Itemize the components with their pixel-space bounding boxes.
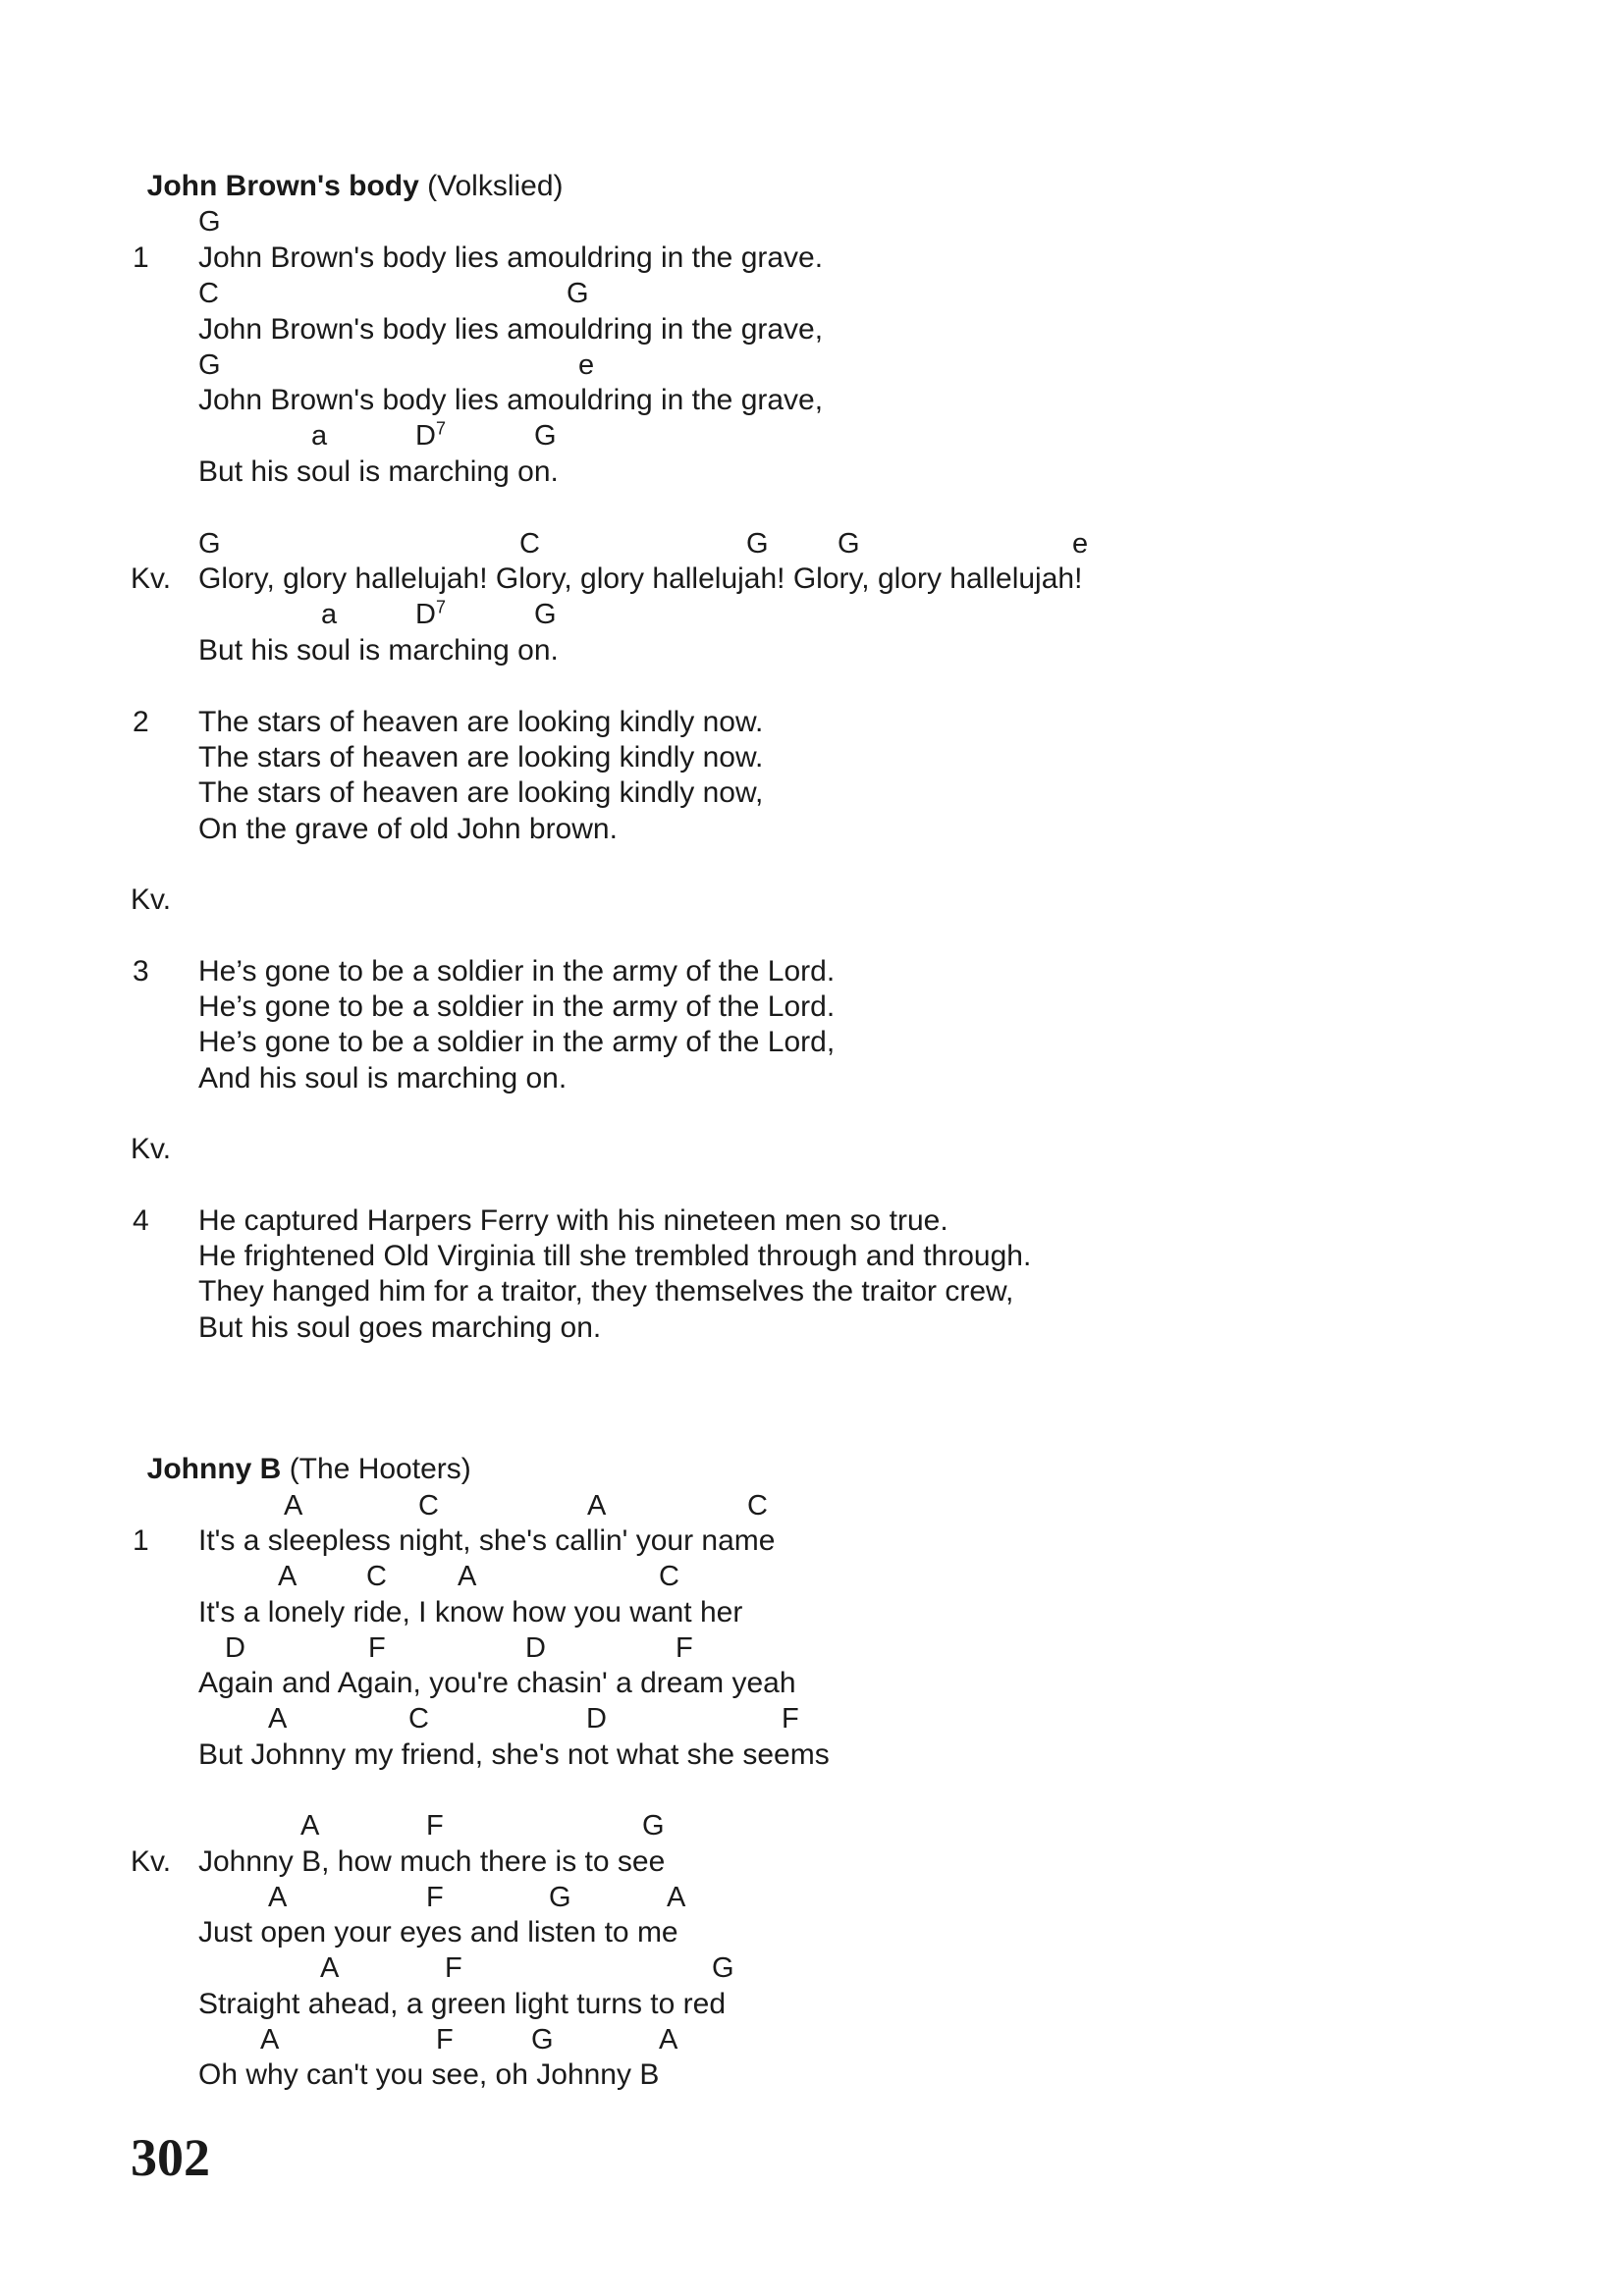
lyric-line: But his soul is marching on. xyxy=(198,455,559,488)
chord: A xyxy=(260,2024,280,2056)
lyric-line: John Brown's body lies amouldring in the grave, xyxy=(198,313,824,346)
lyric-line: And his soul is marching on. xyxy=(198,1062,568,1095)
verse-number: 4 xyxy=(133,1204,149,1237)
lyric-line: He’s gone to be a soldier in the army of the Lord. xyxy=(198,990,836,1023)
chord: A xyxy=(667,1882,686,1913)
chord: G xyxy=(746,528,769,560)
chord-root: D xyxy=(415,599,436,630)
lyric-line: Oh why can't you see, oh Johnny B xyxy=(198,2058,660,2091)
chord: A xyxy=(268,1703,288,1735)
lyric-line: But his soul goes marching on. xyxy=(198,1311,602,1344)
lyric-line: Glory, glory hallelujah! Glory, glory hallelujah! Glory, glory hallelujah! xyxy=(198,562,1083,595)
chord: F xyxy=(426,1882,444,1913)
chord: C xyxy=(418,1490,439,1522)
chord: D xyxy=(525,1632,546,1664)
chorus-ref: Kv. xyxy=(131,883,172,916)
chord: F xyxy=(676,1632,693,1664)
chord: C xyxy=(198,278,219,309)
lyric-line: The stars of heaven are looking kindly now. xyxy=(198,706,764,738)
verse-number: 1 xyxy=(133,1524,149,1557)
chord: C xyxy=(659,1561,679,1592)
chorus-label: Kv. xyxy=(131,1845,172,1878)
chord: G xyxy=(712,1952,734,1984)
chord: e xyxy=(578,349,595,381)
lyric-line: But Johnny my friend, she's not what she seems xyxy=(198,1738,830,1771)
lyric-line: Johnny B, how much there is to see xyxy=(198,1845,666,1878)
lyric-line: The stars of heaven are looking kindly now. xyxy=(198,741,764,774)
chord: e xyxy=(1072,528,1089,560)
chord: D xyxy=(225,1632,245,1664)
lyric-line: Straight ahead, a green light turns to red xyxy=(198,1988,727,2020)
verse-number: 3 xyxy=(133,955,149,988)
chord: A xyxy=(278,1561,298,1592)
chord: A xyxy=(284,1490,303,1522)
chord: G xyxy=(198,349,221,381)
lyric-line: Just open your eyes and listen to me xyxy=(198,1916,678,1949)
lyric-line: John Brown's body lies amouldring in the grave. xyxy=(198,241,824,274)
lyric-line: He frightened Old Virginia till she trembled through and through. xyxy=(198,1240,1032,1272)
chord: G xyxy=(549,1882,571,1913)
chord: A xyxy=(320,1952,340,1984)
chord: G xyxy=(531,2024,554,2056)
chord: A xyxy=(587,1490,607,1522)
chord-root: D xyxy=(415,420,436,452)
chord: F xyxy=(426,1810,444,1842)
chord: C xyxy=(747,1490,768,1522)
lyric-line: He’s gone to be a soldier in the army of the Lord, xyxy=(198,1026,836,1058)
lyric-line: But his soul is marching on. xyxy=(198,634,559,667)
chord: C xyxy=(519,528,540,560)
song-title xyxy=(131,1416,471,1487)
chord: A xyxy=(300,1810,320,1842)
lyric-line: John Brown's body lies amouldring in the grave, xyxy=(198,384,824,416)
lyric-line: It's a sleepless night, she's callin' your name xyxy=(198,1524,776,1557)
chord: G xyxy=(642,1810,665,1842)
chord: F xyxy=(445,1952,462,1984)
lyric-line: He’s gone to be a soldier in the army of the Lord. xyxy=(198,955,836,988)
page-number: 302 xyxy=(131,2128,210,2187)
chord: F xyxy=(436,2024,454,2056)
verse-number: 1 xyxy=(133,241,149,274)
verse-number: 2 xyxy=(133,706,149,738)
chord: G xyxy=(198,206,221,238)
chord: A xyxy=(268,1882,288,1913)
chord: a xyxy=(321,599,338,630)
chord: A xyxy=(659,2024,678,2056)
chord-extension: 7 xyxy=(435,597,446,617)
chord xyxy=(415,418,446,454)
chord: F xyxy=(782,1703,799,1735)
lyric-line: They hanged him for a traitor, they themselves the traitor crew, xyxy=(198,1275,1014,1308)
lyric-line: It's a lonely ride, I know how you want her xyxy=(198,1596,743,1629)
chord: G xyxy=(198,528,221,560)
chord: G xyxy=(838,528,860,560)
chord: G xyxy=(534,420,557,452)
lyric-line: On the grave of old John brown. xyxy=(198,813,618,845)
song-title xyxy=(131,133,564,204)
chord: G xyxy=(534,599,557,630)
chord: D xyxy=(586,1703,607,1735)
song-artist: (The Hooters) xyxy=(289,1453,471,1485)
chord: A xyxy=(458,1561,477,1592)
lyric-line: The stars of heaven are looking kindly now, xyxy=(198,776,764,809)
chord: F xyxy=(368,1632,386,1664)
chord xyxy=(415,597,446,632)
chord: G xyxy=(567,278,589,309)
chord: C xyxy=(366,1561,387,1592)
chord: C xyxy=(408,1703,429,1735)
lyric-line: Again and Again, you're chasin' a dream yeah xyxy=(198,1667,796,1699)
chord: a xyxy=(311,420,328,452)
chorus-label: Kv. xyxy=(131,562,172,595)
song-artist: (Volkslied) xyxy=(427,170,564,202)
chorus-ref: Kv. xyxy=(131,1133,172,1165)
chord-extension: 7 xyxy=(435,418,446,439)
song-title-name: Johnny B xyxy=(146,1453,282,1485)
lyric-line: He captured Harpers Ferry with his nineteen men so true. xyxy=(198,1204,948,1237)
song-title-name: John Brown's body xyxy=(146,170,419,202)
